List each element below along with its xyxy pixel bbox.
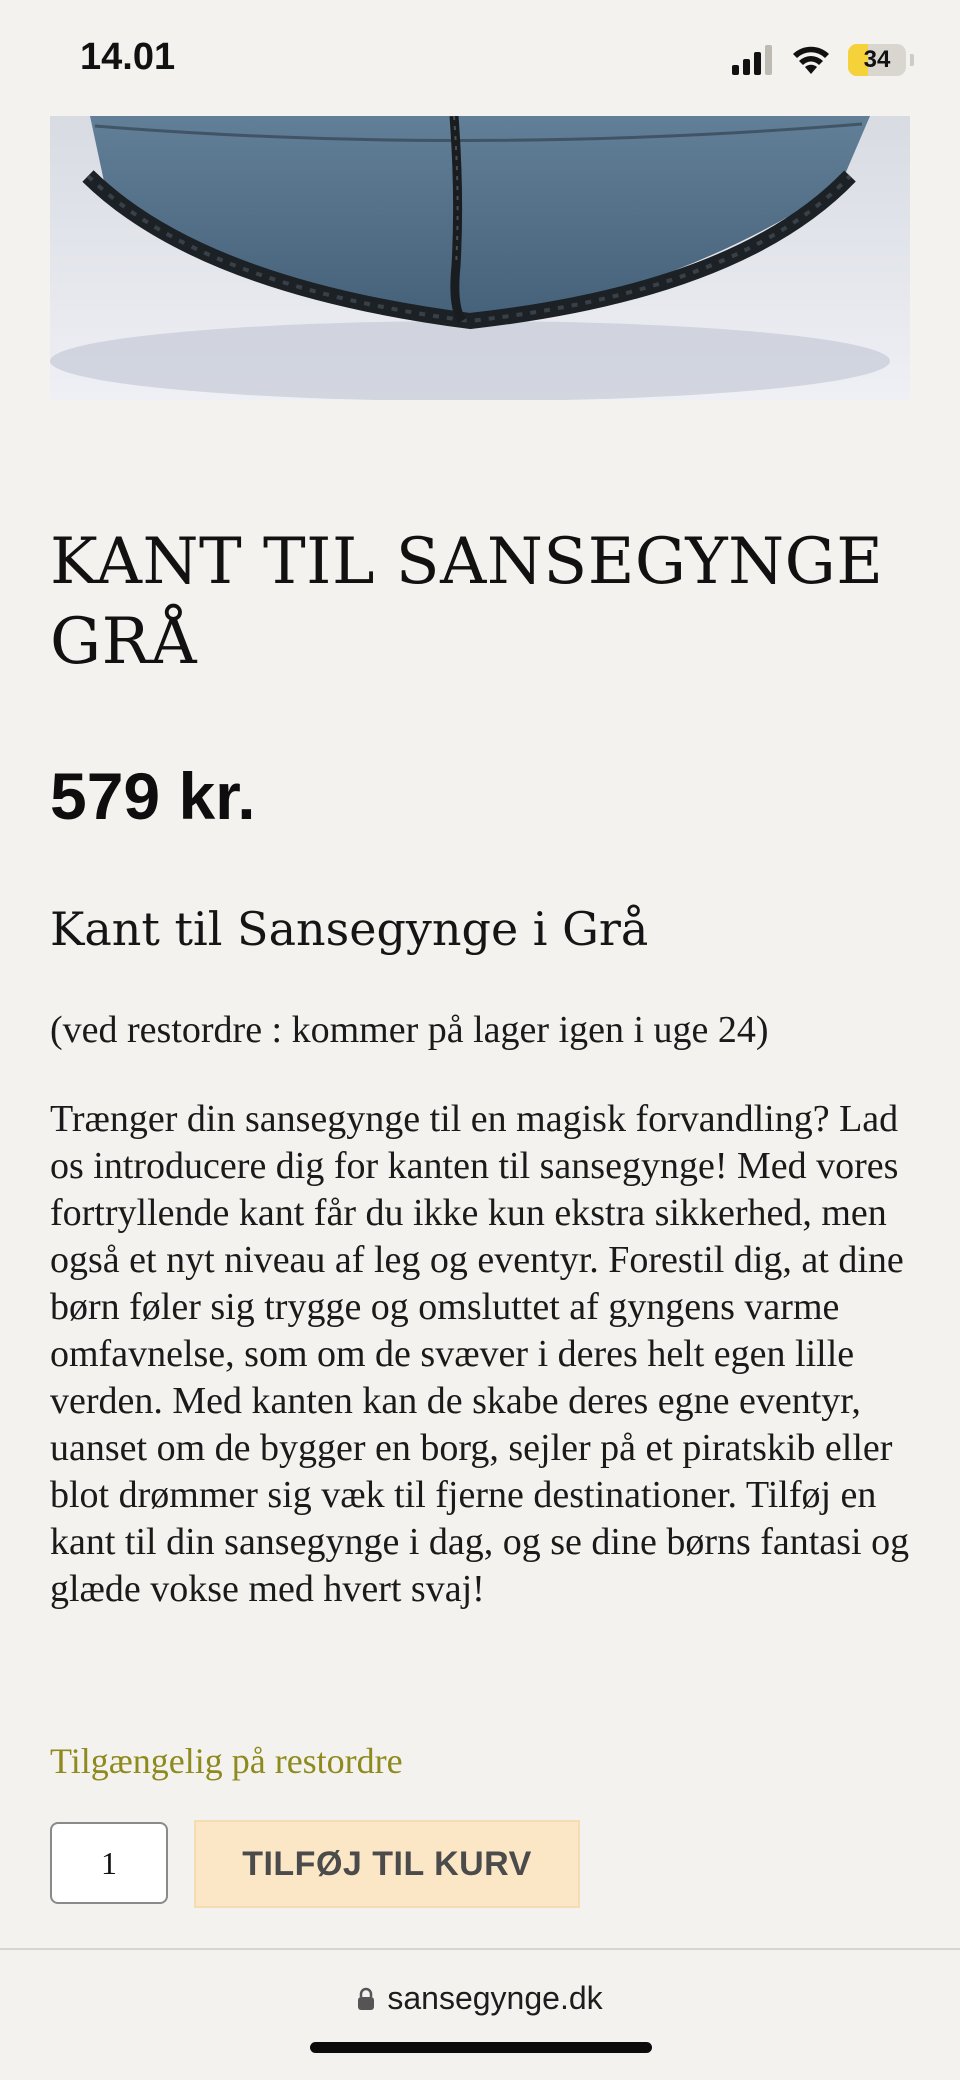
product-subtitle: Kant til Sansegynge i Grå bbox=[50, 902, 649, 956]
quantity-input[interactable] bbox=[50, 1822, 168, 1904]
lock-icon bbox=[357, 1987, 375, 2011]
add-to-cart-button[interactable]: TILFØJ TIL KURV bbox=[194, 1820, 580, 1908]
product-description: Trænger din sansegynge til en magisk forvandling? Lad os introducere dig for kanten til sansegynge! Med vores fortryllende kant får du ikke kun ekstra sikkerhed, men også et nyt niveau af leg og eventyr. Forestil dig, at dine børn føler sig trygge og omsluttet af gyngens varme omfavnelse, som om de svæver i deres helt egen lille verden. Med kanten kan de skabe deres egne eventyr, uanset om de bygger en borg, sejler på et piratskib eller blot drømmer sig væk til fjerne destinationer. Tilføj en kant til din sansegynge i dag, og se dine børns fantasi og glæde vokse med hvert svaj! bbox=[50, 1098, 910, 1610]
product-image[interactable] bbox=[50, 116, 910, 400]
home-indicator[interactable] bbox=[310, 2042, 652, 2053]
product-price: 579 kr. bbox=[50, 759, 256, 833]
availability-status: Tilgængelig på restordre bbox=[50, 1741, 403, 1781]
wifi-icon bbox=[792, 45, 830, 75]
battery-percentage: 34 bbox=[863, 46, 891, 73]
signal-icon bbox=[732, 45, 774, 75]
restock-note: (ved restordre : kommer på lager igen i uge 24) bbox=[50, 1009, 769, 1051]
swing-edge-illustration bbox=[50, 116, 910, 400]
address-bar[interactable] bbox=[0, 1980, 960, 2017]
product-title: KANT TIL SANSEGYNGE GRÅ bbox=[50, 525, 884, 679]
url-text: sansegynge.dk bbox=[387, 1980, 603, 2016]
browser-bottom-bar bbox=[0, 1948, 960, 2080]
status-bar bbox=[0, 0, 960, 116]
status-icons bbox=[732, 40, 914, 80]
status-time: 14.01 bbox=[80, 36, 176, 78]
battery-icon bbox=[848, 44, 906, 76]
battery-tip bbox=[910, 54, 914, 66]
